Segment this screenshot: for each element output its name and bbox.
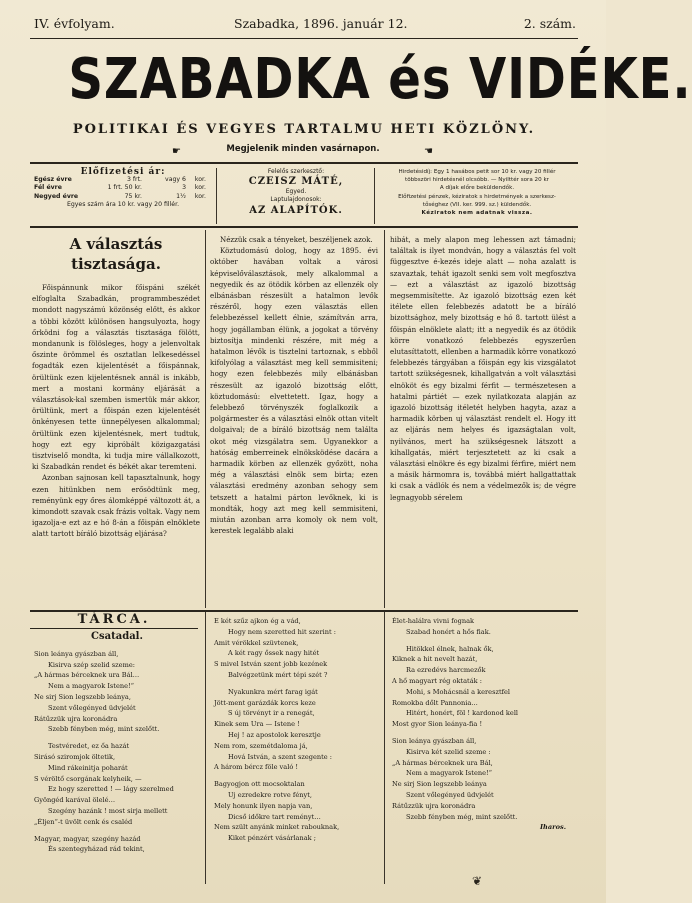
- poem-line: Sion leánya gyászban áll,: [34, 649, 119, 658]
- publication-schedule: Megjelenik minden vasárnapon.: [226, 144, 380, 154]
- poem-line: Nyakunkra mért farag igát: [228, 687, 318, 696]
- poem-line: „Éljen“-t üvölt cenk és csaléd: [34, 817, 133, 826]
- poem-line: S mivel István szent jobb kezének: [214, 660, 328, 669]
- poem-line: Balvégzetünk mért tépi szét ?: [228, 670, 328, 679]
- poem-line: Nem a magyarok Istene!“: [48, 682, 135, 691]
- poem-line: Hogy nem szeretted hit szerint :: [228, 627, 336, 636]
- poem-line: E két szűz ajkon ég a vád,: [214, 617, 301, 625]
- poem-line: Ne sirj Sion legszebb leánya: [392, 780, 487, 789]
- poem-line: Élet-halálra vivni fognak: [392, 617, 475, 625]
- poem-line: A három bércz föle való !: [214, 763, 299, 772]
- issue-number: 2. szám.: [523, 16, 576, 31]
- poem-line: Szegény hazánk ! most sirja mellett: [48, 806, 168, 815]
- poem-line: „A hármas bérceknek ura Bál,: [392, 758, 493, 767]
- pointing-hand-icon: ☚: [424, 146, 433, 157]
- poem-title: Csatadal.: [91, 631, 143, 642]
- column-separator: [205, 612, 206, 884]
- subscription-heading: Előfizetési ár:: [80, 167, 166, 177]
- poem-line: Rátűzzük ujra koronádra: [392, 801, 476, 810]
- poem-column-2: [214, 616, 384, 888]
- poem-line: Bagyogjon ott mocsoktalan: [214, 780, 305, 789]
- column-separator: [384, 230, 385, 608]
- poem-line: Gyöngéd karával ölelé…: [34, 796, 116, 805]
- publisher-label: Laptulajdonosok:: [270, 196, 322, 204]
- poem-line: Jött-ment garázdák korcs keze: [214, 698, 316, 707]
- poem-line: És szentegyházad rád tekint,: [48, 845, 145, 854]
- tarca-heading: TÁRCA.: [77, 612, 151, 627]
- header-rule: [30, 38, 578, 39]
- article-column-3: [390, 234, 576, 608]
- poem-line: Hitökkel élnek, halnak ők,: [406, 644, 494, 653]
- subscription-box: [34, 168, 212, 224]
- poem-line: Kiket pénzért vásárlanak ;: [228, 834, 316, 843]
- poem-line: Sirásó sziromjok öltetik,: [34, 752, 116, 761]
- poem-line: Ez hogy szeretted ! — lágy szerelmed: [48, 785, 174, 794]
- article-paragraph: Nézzük csak a tényeket, beszéljenek azok.: [220, 235, 373, 244]
- article-paragraph: Főispánnunk mikor főispáni székét elfoglalta Szabadkán, programmbeszédet mondott nagyszámú közönség előtt, és akkor a többi között különösen hangsulyozta, hogy őrködni fog a választás tisztasága fölött, mondanunk is fölösleges, hogy a jelenvoltak őszinte örömmel és osztatlan lelkesedéssel fogadták ezen kijelentését a főispánnak, örültünk ezen kijelentésnek annál is inkább, mert a mostani kormány eljárását a választások-kal szemben ismertük már akkor, örültünk, mert a főispán ezen kijelentését önkényesen tette ünnepélyesen alkalommal; örültünk ezen kijelentésnek, mert tudtuk, hogy ezt egy kipróbált közigazgatási tisztviselő mondta, ki tudja mire vállalkozott, ki Szabadkán rendet és békét akar teremteni.: [32, 283, 200, 472]
- poem-line: Nem rom, szemétdaloma já,: [214, 741, 308, 750]
- article-column-1: [32, 230, 200, 608]
- poem-line: Mely honunk ilyen napja van,: [214, 801, 313, 810]
- poem-line: Kinek sem Ura — Istene !: [214, 720, 300, 729]
- poem-line: Mohi, s Mohácsnál a keresztfel: [406, 687, 511, 696]
- poem-line: Szent vőlegényed üdvjelét: [406, 790, 494, 799]
- poem-line: „A hármas bérceknek ura Bál…: [34, 671, 140, 680]
- article-paragraph: hibát, a mely alapon meg lehessen azt támadni; találtak is ilyet mondván, hogy a választás fel volt függesztve é-kezés ideje alatt — noha azalatt is szavaztak, tehát igazolt senki sem volt megfosztva — ezt a választást az igazoló bizottság megsemmisítette. Az igazoló bizottság ezen két itélete ellen felebbezés adatott be a bíráló bizottsághoz, mely bizottság e hó 8. tartott ülést a főispán elnöklete alatt; itt a negyedik és az ötödik körre vonatkozó felebbezés egyszerűen elutasíttatott, ellenben a harmadik körre vonatkozó felebbezés tárgyában a főispán egy kis vizsgálatot tartott szükségesnek, kihallgatván a volt választási elnököt és egy bizalmi férfit — természetesen a hatalmi pártiét — ezek nyilatkozata alapján az igazoló bizottság itéletét helyben hagyta, azaz a harmadik körben uj választást rendelt el. Hogy itt az eljárás nem helyes és igazságtalan volt, nyilvános, mert ha szükségesnek látszott a kihallgatás, miért terjesztetett az ki csak a választási elnökre és egy bizalmi férfire, miért nem a másik hármomra is, továbbá miért hallgattattak ki csak a vádlók és nem a védelmezők is; de végre legnagyobb sérelem: [390, 235, 576, 502]
- column-separator: [205, 230, 206, 608]
- responsible-editor-name: CZEISZ MÁTÉ,: [248, 176, 344, 188]
- poem-line: Uj ezredekre rotve fényt,: [228, 790, 312, 799]
- masthead-rule: [30, 162, 578, 164]
- poem-line: Szebb fényben még, mint szelőtt.: [48, 725, 160, 734]
- publisher-name: AZ ALAPÍTÓK.: [249, 204, 343, 216]
- column-separator: [384, 612, 385, 884]
- column-separator: [374, 168, 375, 224]
- responsible-editor-label: Felelős szerkesztő:: [267, 168, 325, 175]
- poem-signature: Iharos.: [539, 823, 566, 832]
- poem-line: Dicső időkre tart reményt…: [228, 812, 321, 821]
- poem-line: Magyar, magyar, szegény hazád: [34, 834, 141, 843]
- article-paragraph: Köztudomású dolog, hogy az 1895. évi október havában voltak a városi képviselőválasztások, mely alkalommal a negyedik és az ötödik körben az ellenzék oly elbánásban részesült a hatalmon levők részéről, hogy ezen választás ellen felebbezéssel kellett élnie, számítván arra, hogy jogállamban élünk, a jogokat a törvény biztosítja mindenki részére, mit még a hatalmon lévők is tisztelni tartoznak, s ebből kifolyólag a választást meg kell semmisiteni; hogy ezen felebbezés mily elbánásban részesült az igazoló bizottság előtt, köztudomású: elvettetett. Igaz, hogy a felebbező törvényszék foglalkozik a polgármester és a választási elnök ottan vitelt dolgaival; de a bíráló bizottság nem találta okot még vizsgálatra sem. Ugyanekkor a hatóság emberreinek elnöksködése dacára a harmadik körben az ellenzék győzött, noha még a választási elnök sem birta; ezen választási eredmény azonban sehogy sem tetszett a hatalmi párton levőknek, ki is mondták, hogy azt meg kell semmisiteni, miután azonban arra komoly ok nem volt, kerestek legalább alaki: [210, 246, 378, 536]
- poem-line: Testvéredet, ez őa hazát: [48, 742, 130, 751]
- poem-line: Nem a magyarok Istene!“: [406, 769, 493, 778]
- poem-line: A két ragy őssek nagy hitét: [228, 649, 320, 658]
- poem-line: Rátűzzük ujra koronádra: [34, 714, 118, 723]
- poem-line: Kisirva két szelid szeme :: [406, 747, 491, 756]
- poem-line: Sion leánya gyászban áll,: [392, 736, 477, 745]
- masthead-title: SZABADKA és VIDÉKE.: [68, 47, 692, 112]
- poem-line: Mind rákeinitja poharát: [48, 763, 128, 772]
- poem-line: Kisirva szép szelid szeme:: [48, 660, 135, 669]
- place-date: Szabadka, 1896. január 12.: [234, 16, 408, 31]
- header-line: [34, 14, 576, 38]
- poem-line: Ra ezredévs harcmezők: [406, 666, 486, 675]
- single-issue-price: Egyes szám ára 10 kr. vagy 20 fillér.: [66, 200, 180, 208]
- poem-line: Hitért, honért, föl ! kardonod kell: [406, 709, 519, 718]
- masthead-subtitle: POLITIKAI ÉS VEGYES TARTALMU HETI KÖZLÖNY.: [72, 122, 536, 137]
- pointing-hand-icon: ☛: [172, 146, 181, 157]
- price-row: Fél évre 1 frt. 50 kr. 3 kor.: [34, 184, 206, 192]
- volume: IV. évfolyam.: [34, 16, 115, 31]
- price-row: Negyed évre 75 kr. 1½ kor.: [34, 192, 206, 200]
- poem-line: Kiknek a hit nevelt hazát,: [392, 655, 478, 664]
- poem-line: Szent vőlegényed üdvjelét: [48, 703, 136, 712]
- price-row: Egész évre 3 frt. vagy 6 kor.: [34, 176, 206, 184]
- poem-column-3: [392, 616, 576, 878]
- poem-line: Most gyor Sion leánya-fia !: [392, 720, 483, 729]
- tarca-heading-rule: [30, 628, 198, 629]
- ornament-icon: ❦: [472, 874, 483, 888]
- article-paragraph: Azonban sajnosan kell tapasztalnunk, hogy ezen hitünkben nem erősödtünk meg, reményünk egy őres álomképpé változott át, a kimondott szavak csak frázis voltak. Vagy nem igazolja-e ezt az e hó 8-án a főispán elnöklete alatt tartott bíráló bizottság eljárása?: [32, 473, 200, 539]
- poem-line: Romokba dőlt Pannonia…: [392, 698, 478, 707]
- poem-line: Hová István, a szent szegente :: [228, 752, 332, 761]
- info-rule: [30, 226, 578, 228]
- advertising-box: Hirdetésidíj: Egy 1 hasábos petit sor 10 kr. vagy 20 fillér többszöri hirdetésnél olcsóbb. — Nyilttér sora 20 kr A díjak előre beküldendők. Előfizetési pénzek, kéziratok s hirdetmények a szerkesz- tőséghez (VII. ker. 999. sz.) küldendők. Kéziratok nem adatnak vissza.: [398, 169, 556, 217]
- poem-line: Nem szült anyánk minket rabouknak,: [214, 823, 340, 832]
- editors-box: [222, 168, 370, 224]
- poem-line: Amit vérökkel szüvtenek,: [214, 638, 299, 647]
- poem-line: Szabad honért a hős fiak.: [406, 627, 491, 636]
- article-column-2: [210, 234, 378, 608]
- poem-column-1: [34, 630, 200, 892]
- poem-line: Ne sirj Sion legszebb leánya,: [34, 692, 131, 701]
- article-headline: A választás tisztasága.: [69, 235, 163, 273]
- poem-line: A hő magyart rég oktaták :: [392, 676, 482, 685]
- poem-line: Hej ! az apostolok keresztje: [228, 730, 321, 739]
- column-separator: [216, 168, 217, 224]
- poem-line: S véröltő csorgának kelyheik, —: [34, 774, 142, 783]
- poem-line: Szebb fényben még, mint szelőtt.: [406, 812, 518, 821]
- poem-line: S új törvényt ir a renegát,: [228, 709, 315, 718]
- responsible-editor-role: Egyed.: [285, 188, 307, 196]
